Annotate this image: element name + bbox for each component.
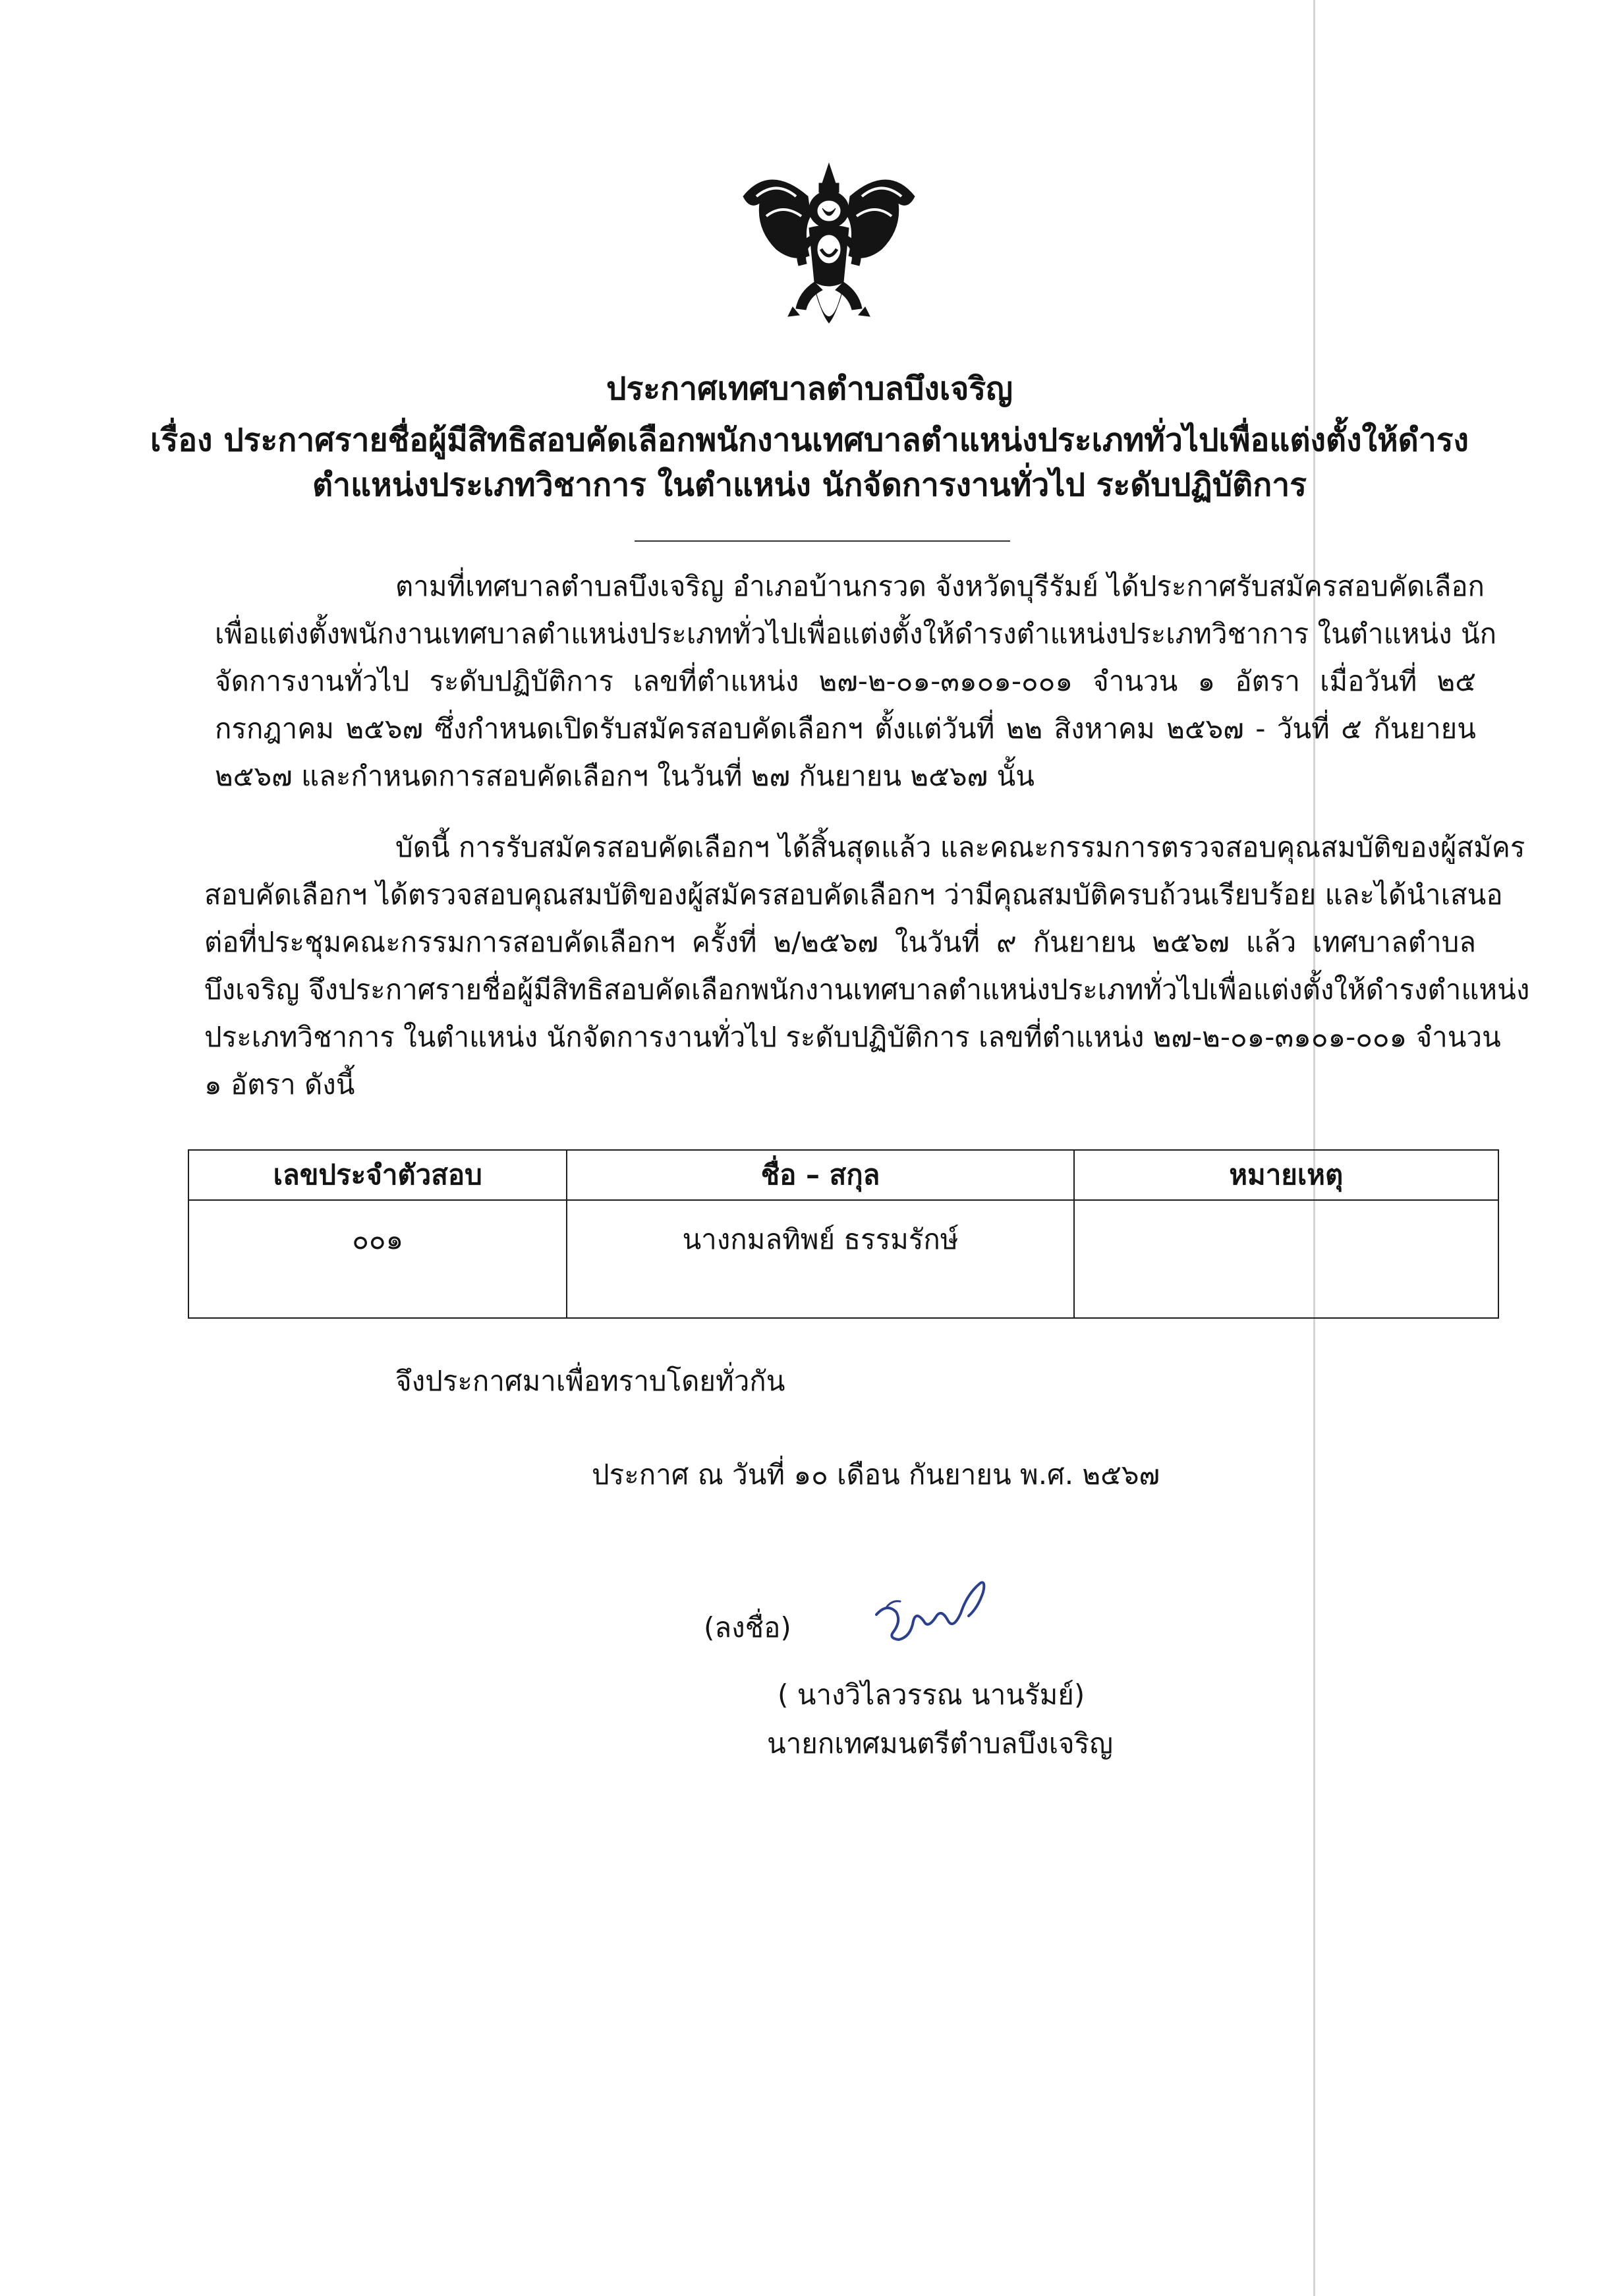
handwritten-signature (870, 1574, 1002, 1653)
candidate-table (188, 1149, 1499, 1319)
cell-remark (1074, 1200, 1498, 1318)
paragraph-2-line: ต่อที่ประชุมคณะกรรมการสอบคัดเลือกฯ ครั้งที่ ๒/๒๕๖๗ ในวันที่ ๙ กันยายน ๒๕๖๗ แล้ว เทศบาลตำบล (204, 926, 1476, 958)
paragraph-1-line: เพื่อแต่งตั้งพนักงานเทศบาลตำแหน่งประเภททั่วไปเพื่อแต่งตั้งให้ดำรงตำแหน่งประเภทวิชาการ ในตำแหน่ง นัก (215, 617, 1497, 650)
paragraph-2-line: ๑ อัตรา ดังนี้ (204, 1068, 355, 1101)
paragraph-2-line: ประเภทวิชาการ ในตำแหน่ง นักจัดการงานทั่วไป ระดับปฏิบัติการ เลขที่ตำแหน่ง ๒๗-๒-๐๑-๓๑๐๑-๐๐๑ จำนวน (204, 1021, 1501, 1053)
announcement-heading: ประกาศเทศบาลตำบลบึงเจริญ (606, 370, 1013, 407)
paragraph-1-line: ๒๕๖๗ และกำหนดการสอบคัดเลือกฯ ในวันที่ ๒๗ กันยายน ๒๕๖๗ นั้น (215, 760, 1035, 792)
garuda-seal-icon (730, 150, 928, 348)
paragraph-1-line: ตามที่เทศบาลตำบลบึงเจริญ อำเภอบ้านกรวด จังหวัดบุรีรัมย์ ได้ประกาศรับสมัครสอบคัดเลือก (395, 570, 1485, 602)
column-header-name: ชื่อ – สกุล (567, 1150, 1073, 1200)
cell-exam-id: ๐๐๑ (188, 1200, 567, 1318)
subject-line-1: เรื่อง ประกาศรายชื่อผู้มีสิทธิสอบคัดเลือกพนักงานเทศบาลตำแหน่งประเภททั่วไปเพื่อแต่งตั้งให้ดำรง (150, 422, 1469, 459)
paragraph-1-line: จัดการงานทั่วไป ระดับปฏิบัติการ เลขที่ตำแหน่ง ๒๗-๒-๐๑-๓๑๐๑-๐๐๑ จำนวน ๑ อัตรา เมื่อวันที่ ๒๕ (215, 665, 1476, 697)
cell-name: นางกมลทิพย์ ธรรมรักษ์ (567, 1200, 1073, 1318)
paragraph-1-line: กรกฎาคม ๒๕๖๗ ซึ่งกำหนดเปิดรับสมัครสอบคัดเลือกฯ ตั้งแต่วันที่ ๒๒ สิงหาคม ๒๕๖๗ - วันที่ ๕ กันยายน (215, 712, 1476, 745)
closing-statement: จึงประกาศมาเพื่อทราบโดยทั่วกัน (395, 1365, 785, 1397)
column-header-remark: หมายเหตุ (1074, 1150, 1498, 1200)
heading-divider (635, 540, 1010, 542)
scan-edge-line (1313, 0, 1315, 2296)
signatory-name: ( นางวิไลวรรณ นานรัมย์) (778, 1679, 1085, 1711)
announcement-date: ประกาศ ณ วันที่ ๑๐ เดือน กันยายน พ.ศ. ๒๕๖๗ (592, 1458, 1160, 1491)
table-row (188, 1200, 1498, 1318)
column-header-exam-id: เลขประจำตัวสอบ (188, 1150, 567, 1200)
subject-line-2: ตำแหน่งประเภทวิชาการ ในตำแหน่ง นักจัดการงานทั่วไป ระดับปฏิบัติการ (312, 467, 1307, 503)
table-header-row (188, 1150, 1498, 1200)
signatory-position: นายกเทศมนตรีตำบลบึงเจริญ (767, 1727, 1113, 1760)
signature-label: (ลงชื่อ) (704, 1611, 791, 1644)
paragraph-2-line: บึงเจริญ จึงประกาศรายชื่อผู้มีสิทธิสอบคัดเลือกพนักงานเทศบาลตำแหน่งประเภททั่วไปเพื่อแต่งตั้งให้ดำรงตำแหน่ง (204, 973, 1530, 1006)
paragraph-2-line: สอบคัดเลือกฯ ได้ตรวจสอบคุณสมบัติของผู้สมัครสอบคัดเลือกฯ ว่ามีคุณสมบัติครบถ้วนเรียบร้อย และได้นำเสนอ (204, 878, 1503, 911)
paragraph-2-line: บัดนี้ การรับสมัครสอบคัดเลือกฯ ได้สิ้นสุดแล้ว และคณะกรรมการตรวจสอบคุณสมบัติของผู้สมัคร (395, 831, 1525, 863)
